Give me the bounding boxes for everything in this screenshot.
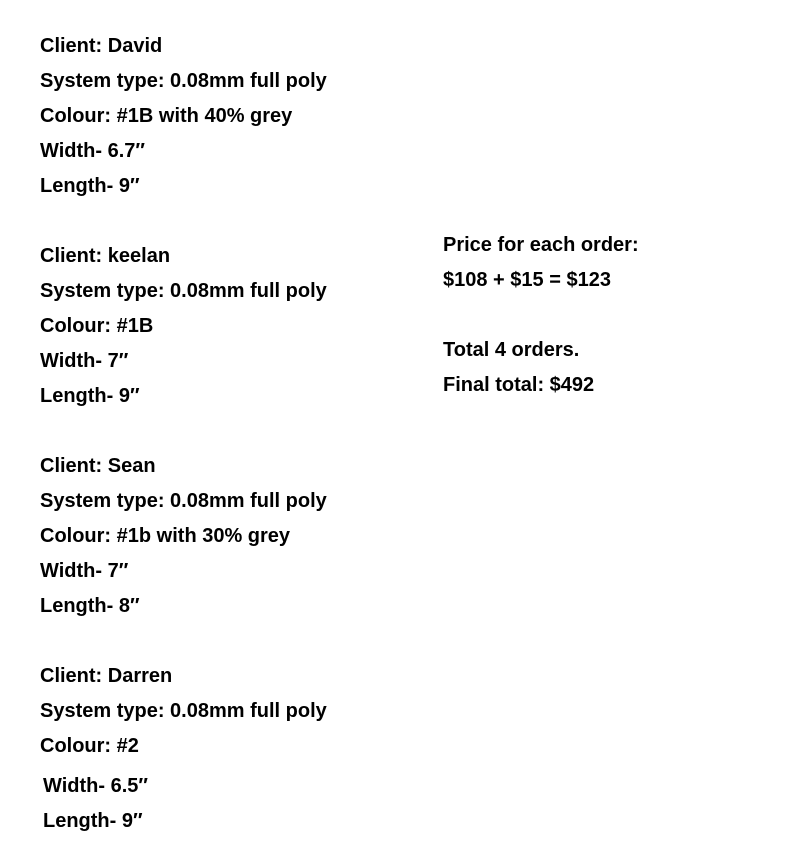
colour: Colour: #1b with 30% grey [40,525,291,547]
length: Length- 9″ [40,175,140,197]
width: Width- 6.5″ [43,775,148,797]
colour: Colour: #1B [40,315,154,337]
client-name: Client: David [40,35,163,57]
width: Width- 7″ [40,560,129,582]
system-type: System type: 0.08mm full poly [40,280,327,302]
system-type: System type: 0.08mm full poly [40,490,327,512]
final-total: Final total: $492 [443,374,595,396]
system-type: System type: 0.08mm full poly [40,700,327,722]
colour: Colour: #1B with 40% grey [40,105,293,127]
system-type: System type: 0.08mm full poly [40,70,327,92]
price-formula: $108 + $15 = $123 [443,269,611,291]
total-orders: Total 4 orders. [443,339,580,361]
length: Length- 9″ [40,385,140,407]
price-heading: Price for each order: [443,234,639,256]
width: Width- 7″ [40,350,129,372]
length: Length- 9″ [43,810,143,832]
length: Length- 8″ [40,595,140,617]
client-name: Client: Sean [40,455,156,477]
client-name: Client: Darren [40,665,173,687]
colour: Colour: #2 [40,735,139,757]
client-name: Client: keelan [40,245,171,267]
width: Width- 6.7″ [40,140,145,162]
